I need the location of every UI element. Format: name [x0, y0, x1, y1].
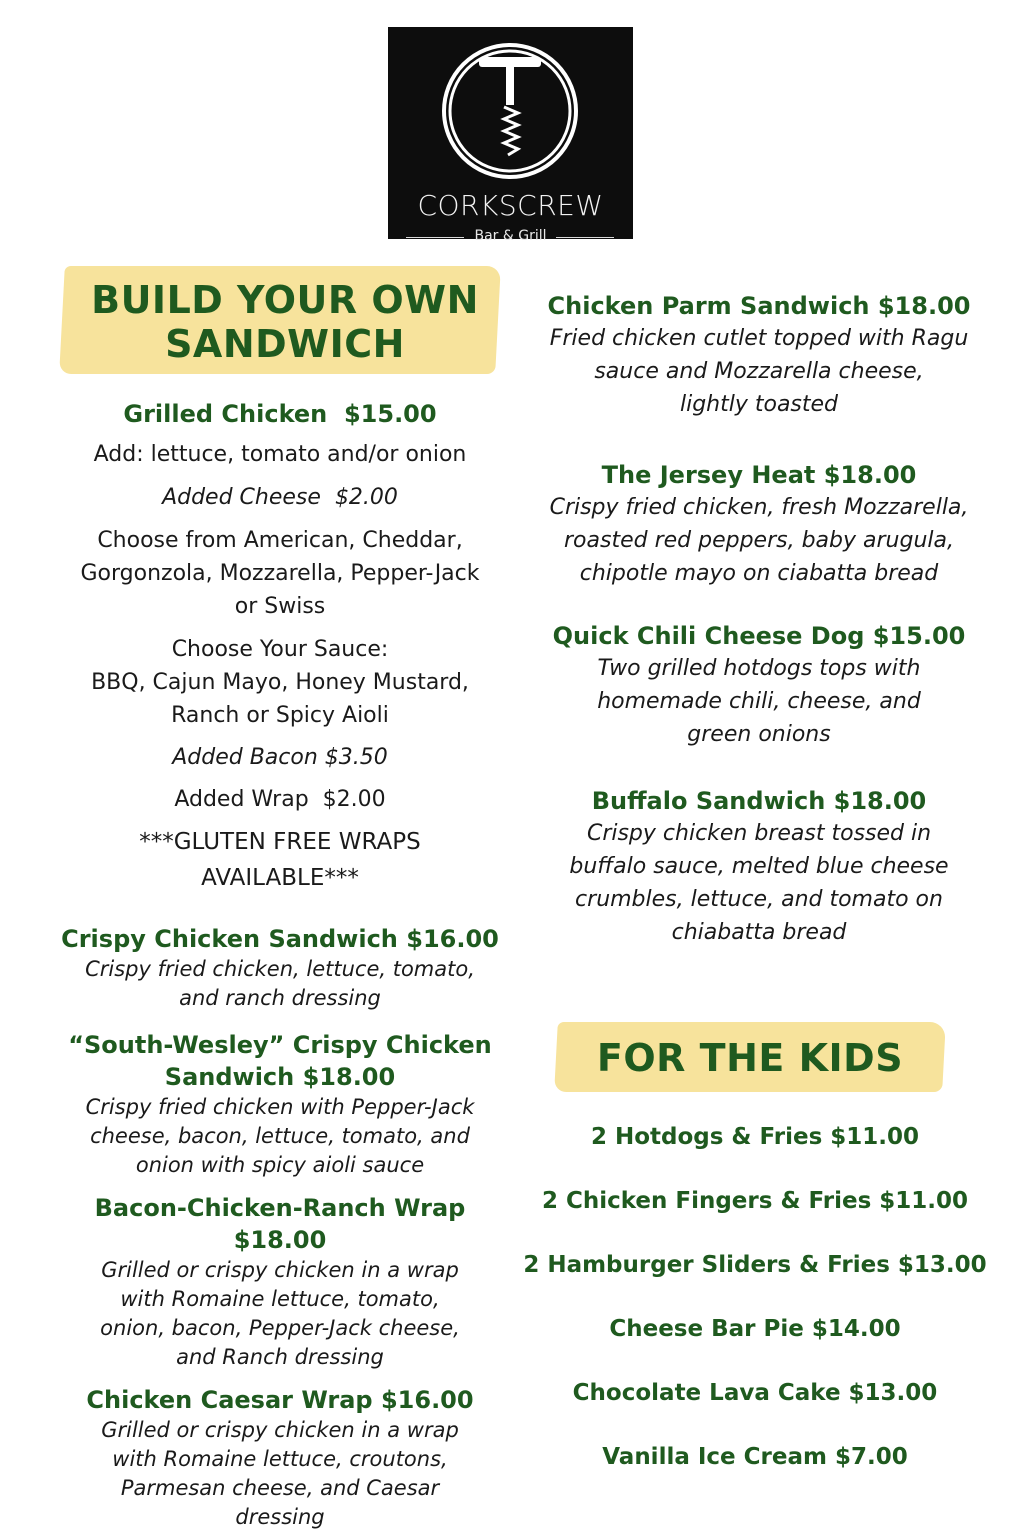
item-desc-line: Crispy fried chicken, fresh Mozzarella,: [549, 495, 969, 520]
menu-item-buffalo: [530, 785, 988, 949]
text-line: Ranch or Spicy Aioli: [171, 703, 389, 728]
option-label: Added Wrap: [174, 787, 309, 812]
item-desc-line: Grilled or crispy chicken in a wrap: [101, 1258, 459, 1282]
item-desc-line: roasted red peppers, baby arugula,: [564, 528, 954, 553]
added-wrap: [50, 783, 510, 816]
kids-item: Cheese Bar Pie $14.00: [609, 1316, 901, 1342]
item-desc-line: onion, bacon, Pepper-Jack cheese,: [100, 1316, 460, 1340]
item-name: “South-Wesley” Crispy Chicken: [68, 1031, 492, 1059]
item-name: Buffalo Sandwich $18.00: [591, 787, 927, 815]
item-desc-line: dressing: [235, 1505, 325, 1529]
section-title-line2: SANDWICH: [165, 322, 405, 366]
section-title-kids: FOR THE KIDS: [596, 1036, 904, 1080]
item-desc-line: sauce and Mozzarella cheese,: [594, 359, 924, 384]
item-desc-line: Grilled or crispy chicken in a wrap: [101, 1418, 459, 1442]
logo-tagline: Bar & Grill: [474, 228, 547, 244]
kids-item: Chocolate Lava Cake $13.00: [572, 1380, 938, 1406]
right-items: [530, 290, 988, 949]
option-price: $2.00: [322, 787, 386, 812]
item-desc-line: Crispy fried chicken with Pepper-Jack: [85, 1095, 475, 1119]
item-desc-line: Crispy chicken breast tossed in: [586, 821, 932, 846]
option-label: Added Cheese: [162, 485, 321, 510]
add-line: Add: lettuce, tomato and/or onion: [93, 442, 467, 467]
menu-item-south-wesley: [50, 1029, 510, 1180]
menu-item-bacon-chicken-ranch: [50, 1192, 510, 1372]
item-name: Crispy Chicken Sandwich $16.00: [61, 925, 499, 953]
menu-item-jersey-heat: [530, 459, 988, 590]
section-title-build: [70, 278, 500, 366]
logo-rule-right: [556, 237, 614, 238]
text-line: Choose Your Sauce:: [171, 637, 389, 662]
gluten-free-note: [50, 824, 510, 896]
item-name: Quick Chili Cheese Dog $15.00: [552, 622, 966, 650]
added-cheese: [50, 481, 510, 514]
menu-item-chicken-parm: [530, 290, 988, 421]
kids-item: 2 Chicken Fingers & Fries $11.00: [541, 1188, 969, 1214]
item-name: Bacon-Chicken-Ranch Wrap $18.00: [94, 1194, 466, 1254]
text-line: BBQ, Cajun Mayo, Honey Mustard,: [91, 670, 469, 695]
item-desc-line: Fried chicken cutlet topped with Ragu: [549, 326, 969, 351]
left-items: [50, 923, 510, 1532]
item-price: $15.00: [343, 400, 437, 428]
item-desc-line: Two grilled hotdogs tops with: [597, 656, 921, 681]
item-desc-line: Crispy fried chicken, lettuce, tomato,: [85, 957, 475, 981]
item-desc-line: green onions: [687, 722, 831, 747]
kids-item: 2 Hamburger Sliders & Fries $13.00: [523, 1252, 987, 1278]
item-desc-line: with Romaine lettuce, croutons,: [112, 1447, 448, 1471]
cheese-choices: [50, 524, 510, 623]
kids-item: Vanilla Ice Cream $7.00: [602, 1444, 908, 1470]
sauce-choices: [50, 633, 510, 732]
item-desc-line: crumbles, lettuce, and tomato on: [575, 887, 943, 912]
build-options: [50, 398, 510, 896]
item-desc-line: and ranch dressing: [179, 986, 381, 1010]
item-desc-line: with Romaine lettuce, tomato,: [120, 1287, 440, 1311]
kids-item: 2 Hotdogs & Fries $11.00: [590, 1124, 920, 1150]
menu-item-crispy-chicken: [50, 923, 510, 1013]
item-desc-line: lightly toasted: [679, 392, 839, 417]
item-desc-line: Parmesan cheese, and Caesar: [120, 1476, 440, 1500]
item-name: Chicken Caesar Wrap $16.00: [86, 1386, 474, 1414]
item-desc-line: onion with spicy aioli sauce: [135, 1153, 425, 1177]
option-price: $3.50: [324, 745, 388, 770]
item-desc-line: homemade chili, cheese, and: [597, 689, 921, 714]
item-name: The Jersey Heat $18.00: [601, 461, 917, 489]
text-line: AVAILABLE***: [201, 865, 359, 891]
menu-item-chili-cheese-dog: [530, 620, 988, 751]
text-line: ***GLUTEN FREE WRAPS: [139, 829, 421, 855]
item-grilled-chicken: [50, 398, 510, 430]
menu-item-chicken-caesar: [50, 1384, 510, 1532]
restaurant-logo: [388, 27, 633, 244]
option-price: $2.00: [334, 485, 398, 510]
item-desc-line: cheese, bacon, lettuce, tomato, and: [90, 1124, 470, 1148]
item-desc-line: and Ranch dressing: [176, 1345, 384, 1369]
item-desc-line: buffalo sauce, melted blue cheese: [569, 854, 949, 879]
text-line: or Swiss: [234, 594, 326, 619]
item-name: Sandwich $18.00: [164, 1063, 396, 1091]
logo-name: CORKSCREW: [417, 189, 604, 222]
option-label: Added Bacon: [172, 745, 318, 770]
section-title-line1: BUILD YOUR OWN: [91, 278, 479, 322]
text-line: Gorgonzola, Mozzarella, Pepper-Jack: [80, 561, 480, 586]
added-bacon: [50, 741, 510, 774]
item-name: Chicken Parm Sandwich $18.00: [547, 292, 971, 320]
text-line: Choose from American, Cheddar,: [97, 528, 463, 553]
item-desc-line: chipotle mayo on ciabatta bread: [579, 561, 939, 586]
item-name: Grilled Chicken: [123, 400, 328, 428]
item-desc-line: chiabatta bread: [671, 920, 847, 945]
